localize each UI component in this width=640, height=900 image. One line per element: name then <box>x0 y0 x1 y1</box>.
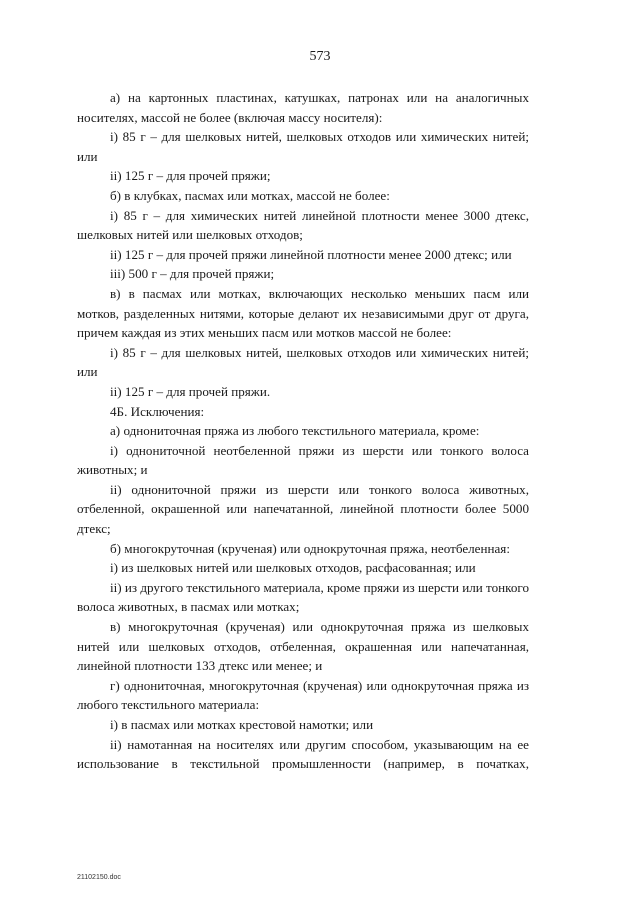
paragraph: ii) из другого текстильного материала, кроме пряжи из шерсти или тонкого волоса животных, в пасмах или мотках; <box>77 579 529 615</box>
paragraph: ii) 125 г – для прочей пряжи; <box>110 168 271 184</box>
paragraph: i) 85 г – для химических нитей линейной плотности менее 3000 дтекс, шелковых нитей или шелковых отходов; <box>77 207 529 243</box>
paragraph: i) из шелковых нитей или шелковых отходов, расфасованная; или <box>110 560 476 576</box>
footer-filename: 21102150.doc <box>77 874 121 881</box>
paragraph: ii) 125 г – для прочей пряжи. <box>110 383 271 399</box>
paragraph: i) 85 г – для шелковых нитей, шелковых отходов или химических нитей; или <box>77 344 529 380</box>
paragraph: в) в пасмах или мотках, включающих несколько меньших пасм или мотков, разделенных нитями, которые делают их независимыми друг от друга, причем каждая из этих меньших пасм или мотков массой не более: <box>77 285 529 341</box>
paragraph: в) многокруточная (крученая) или однокруточная пряжа из шелковых нитей или шелковых отходов, отбеленная, окрашенная или напечатанная, линейной плотности 133 дтекс или менее; и <box>77 619 529 674</box>
paragraph: i) 85 г – для шелковых нитей, шелковых отходов или химических нитей; или <box>77 129 529 164</box>
document-body <box>77 88 529 774</box>
paragraph: а) на картонных пластинах, катушках, патронах или на аналогичных носителях, массой не более (включая массу носителя): <box>77 90 529 125</box>
paragraph: ii) однониточной пряжи из шерсти или тонкого волоса животных, отбеленной, окрашенной или напечатанной, линейной плотности более 5000 дтекс; <box>77 481 529 537</box>
paragraph: а) однониточная пряжа из любого текстильного материала, кроме: <box>110 423 480 439</box>
page-number: 573 <box>309 49 331 64</box>
paragraph-continued: ii) намотанная на носителях или другим способом, указывающим на ее использование в текстильной промышленности (например, в початках, <box>77 736 529 772</box>
paragraph: б) многокруточная (крученая) или однокруточная пряжа, неотбеленная: <box>110 540 510 556</box>
paragraph: ii) 125 г – для прочей пряжи линейной плотности менее 2000 дтекс; или <box>110 246 512 262</box>
paragraph: iii) 500 г – для прочей пряжи; <box>110 266 275 282</box>
paragraph: i) однониточной неотбеленной пряжи из шерсти или тонкого волоса животных; и <box>77 442 529 478</box>
section-heading: 4Б. Исключения: <box>110 403 205 419</box>
paragraph: г) однониточная, многокруточная (крученая) или однокруточная пряжа из любого текстильного материала: <box>77 677 529 713</box>
paragraph: б) в клубках, пасмах или мотках, массой не более: <box>110 187 390 203</box>
paragraph: i) в пасмах или мотках крестовой намотки; или <box>110 717 374 732</box>
